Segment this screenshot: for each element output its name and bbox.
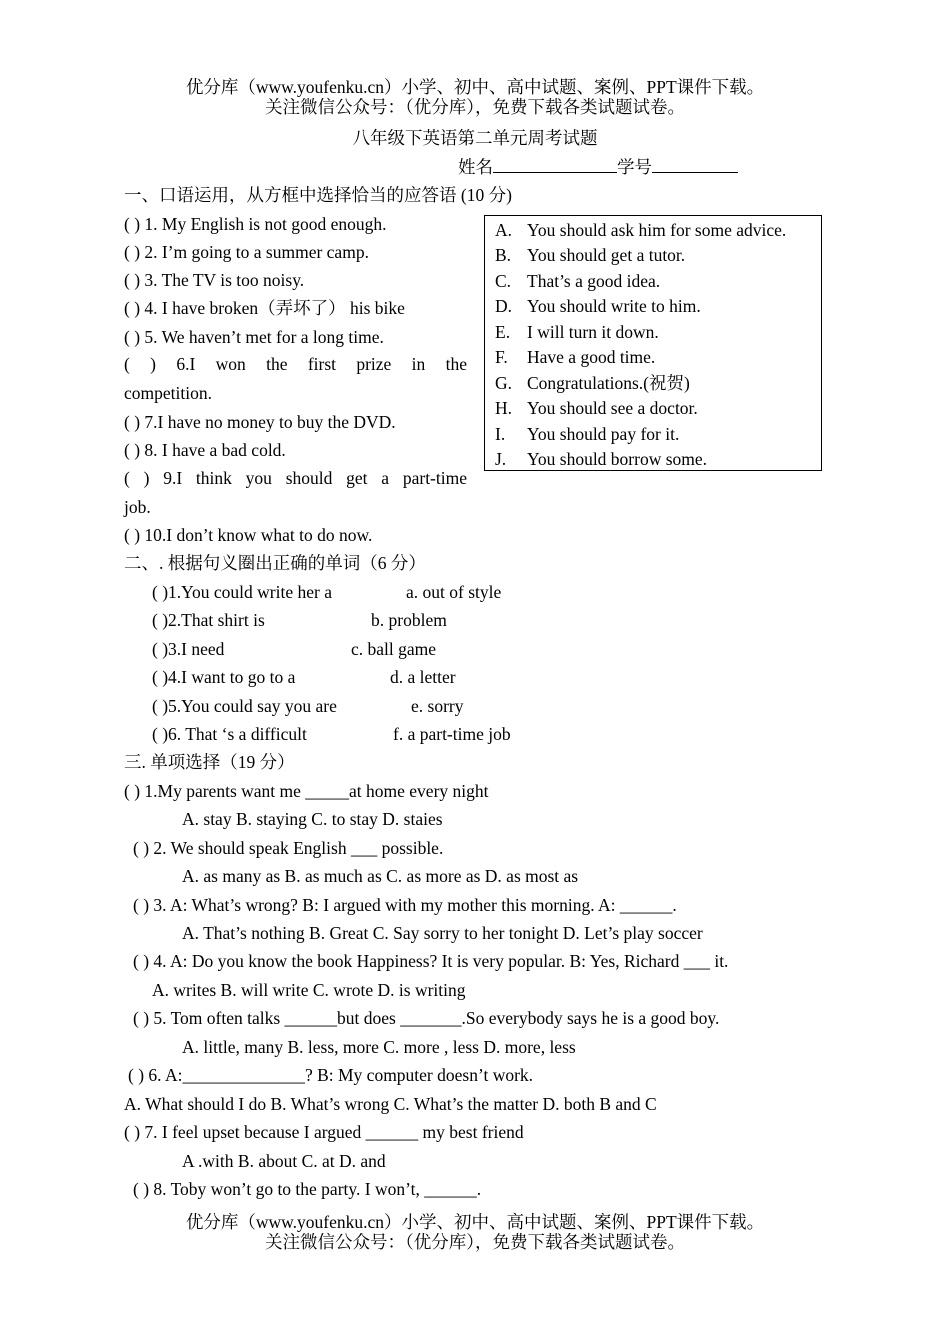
s2-left-2: ( )2.That shirt is (152, 610, 265, 630)
option-c (495, 270, 660, 292)
option-h (495, 397, 698, 419)
s3-q7-options: A .with B. about C. at D. and (182, 1151, 386, 1171)
option-text: You should ask him for some advice. (527, 220, 787, 240)
s1-item-6: ( ) 6.I won the first prize in the (124, 354, 467, 374)
s2-right-f: f. a part-time job (393, 724, 511, 744)
s2-right-d: d. a letter (390, 667, 456, 687)
option-key: I. (495, 424, 506, 444)
option-j (495, 448, 707, 470)
option-text: Congratulations.(祝贺) (527, 373, 690, 393)
option-key: F. (495, 347, 508, 367)
option-text: You should see a doctor. (527, 398, 698, 418)
s1-item-10: ( ) 10.I don’t know what to do now. (124, 525, 373, 545)
s2-right-c: c. ball game (351, 639, 437, 659)
option-text: You should pay for it. (527, 424, 680, 444)
id-label: 学号 (617, 157, 652, 177)
section1-heading: 一、口语运用，从方框中选择恰当的应答语 (10 分) (124, 185, 512, 205)
s3-q4-options: A. writes B. will write C. wrote D. is writing (152, 980, 466, 1000)
option-key: J. (495, 449, 507, 469)
name-id-row (458, 156, 738, 178)
s2-left-4: ( )4.I want to go to a (152, 667, 296, 687)
s3-q2: ( ) 2. We should speak English ___ possible. (133, 838, 444, 858)
s3-q6-options: A. What should I do B. What’s wrong C. What’s the matter D. both B and C (124, 1094, 657, 1114)
option-text: You should write to him. (527, 296, 701, 316)
s3-q1: ( ) 1.My parents want me _____at home every night (124, 781, 489, 801)
s1-item-3: ( ) 3. The TV is too noisy. (124, 270, 305, 290)
page-title: 八年级下英语第二单元周考试题 (352, 128, 598, 148)
s3-q2-options: A. as many as B. as much as C. as more as D. as most as (182, 866, 579, 886)
section3-heading: 三. 单项选择（19 分） (124, 752, 295, 772)
s3-q3-options: A. That’s nothing B. Great C. Say sorry to her tonight D. Let’s play soccer (182, 923, 703, 943)
s1-item-7: ( ) 7.I have no money to buy the DVD. (124, 412, 396, 432)
option-text: You should get a tutor. (527, 245, 686, 265)
footer-line-2: 关注微信公众号：（优分库），免费下载各类试题试卷。 (265, 1232, 685, 1252)
s1-item-9: ( ) 9.I think you should get a part-time (124, 468, 467, 488)
option-key: G. (495, 373, 513, 393)
option-e (495, 321, 659, 343)
s2-right-e: e. sorry (411, 696, 464, 716)
option-key: A. (495, 220, 513, 240)
option-key: E. (495, 322, 511, 342)
option-key: B. (495, 245, 512, 265)
option-key: H. (495, 398, 513, 418)
header-line-1: 优分库（www.youfenku.cn）小学、初中、高中试题、案例、PPT课件下载。 (185, 77, 765, 97)
s3-q5: ( ) 5. Tom often talks ______but does _______.So everybody says he is a good boy. (133, 1008, 720, 1028)
option-text: Have a good time. (527, 347, 656, 367)
s1-item-5: ( ) 5. We haven’t met for a long time. (124, 327, 384, 347)
option-i (495, 423, 679, 445)
option-a (495, 219, 786, 241)
s3-q7: ( ) 7. I feel upset because I argued ______ my best friend (124, 1122, 524, 1142)
header-line-2: 关注微信公众号：（优分库），免费下载各类试题试卷。 (265, 97, 685, 117)
s1-item-2: ( ) 2. I’m going to a summer camp. (124, 242, 369, 262)
s2-left-6: ( )6. That ‘s a difficult (152, 724, 307, 744)
options-box (484, 215, 822, 471)
s3-q6: ( ) 6. A:______________? B: My computer doesn’t work. (128, 1065, 534, 1085)
option-text: You should borrow some. (527, 449, 708, 469)
option-d (495, 295, 701, 317)
footer-line-1: 优分库（www.youfenku.cn）小学、初中、高中试题、案例、PPT课件下载。 (185, 1212, 765, 1232)
section2-heading: 二、. 根据句义圈出正确的单词（6 分） (124, 553, 426, 573)
name-blank[interactable] (493, 156, 617, 173)
name-label: 姓名 (458, 157, 493, 177)
s1-item-4: ( ) 4. I have broken（弄坏了） his bike (124, 298, 405, 318)
s2-right-b: b. problem (371, 610, 447, 630)
s3-q4: ( ) 4. A: Do you know the book Happiness? It is very popular. B: Yes, Richard ___ it. (133, 951, 729, 971)
option-key: D. (495, 296, 513, 316)
option-text: I will turn it down. (527, 322, 659, 342)
option-b (495, 244, 685, 266)
s2-left-3: ( )3.I need (152, 639, 225, 659)
option-key: C. (495, 271, 512, 291)
s1-item-6-cont: competition. (124, 383, 212, 403)
s2-left-1: ( )1.You could write her a (152, 582, 332, 602)
s3-q5-options: A. little, many B. less, more C. more , less D. more, less (182, 1037, 576, 1057)
s2-right-a: a. out of style (406, 582, 502, 602)
s3-q1-options: A. stay B. staying C. to stay D. staies (182, 809, 443, 829)
option-text: That’s a good idea. (527, 271, 661, 291)
s2-left-5: ( )5.You could say you are (152, 696, 337, 716)
s1-item-1: ( ) 1. My English is not good enough. (124, 214, 387, 234)
s3-q8: ( ) 8. Toby won’t go to the party. I won’t, ______. (133, 1179, 482, 1199)
s1-item-9-cont: job. (124, 497, 151, 517)
option-f (495, 346, 655, 368)
option-g (495, 372, 690, 394)
id-blank[interactable] (652, 156, 738, 173)
s1-item-8: ( ) 8. I have a bad cold. (124, 440, 286, 460)
s3-q3: ( ) 3. A: What’s wrong? B: I argued with my mother this morning. A: ______. (133, 895, 677, 915)
